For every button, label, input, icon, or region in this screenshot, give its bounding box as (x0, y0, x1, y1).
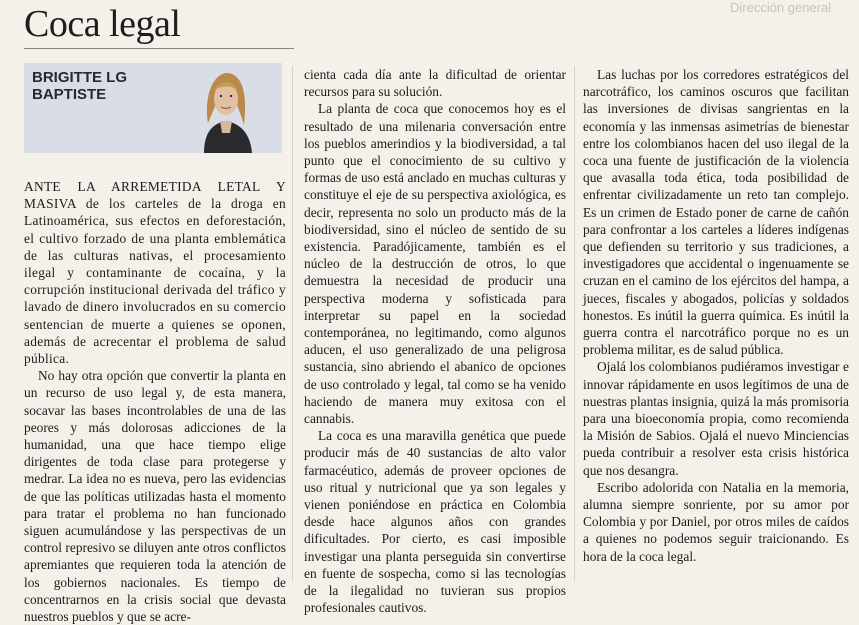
adjacent-column-fragment: Dirección general (730, 0, 832, 15)
title-rule (24, 48, 294, 49)
author-box (24, 63, 282, 153)
paragraph: Las luchas por los corredores estratégicos del narcotráfico, los caminos oscuros que facilitan las inversiones de divisas sangrientas en la economía y las inmensas asimetrías de bienestar entre los colombianos hacen del uso ilegal de la coca una fuente de justificación de la violencia que avasalla toda ética, toda posibilidad de enfrentar civilizadamente un reto tan complejo. Es un crimen de Estado poner de carne de cañón para confrontar a los carteles a líderes indígenas que defienden su territorio y sus tradiciones, a investigadores que accidental o ingenuamente se cruzan en el camino de los ejércitos del hampa, a jueces, fiscales y abogados, policías y soldados honestos. Es inútil la guerra química. Es inútil la guerra contra el narcotráfico porque no es un problema militar, es de salud pública. (583, 67, 849, 358)
paragraph: No hay otra opción que convertir la planta en un recurso de uso legal y, de esta manera, socavar las bases incontrolables de una de las peores y más dolorosas adicciones de la humanidad, una que hace tiempo elige dirigentes de toda clase para protegerse y medrar. La idea no es nueva, pero las evidencias de que las políticas utilizadas hasta el momento para tratar el problema no han funcionado siguen acumulándose y las perspectivas de un control represivo se diluyen ante otros conflictos apremiantes que requieren toda la atención de los gobiernos nacionales. Es tiempo de concentrarnos en la crisis social que devasta nuestros pueblos y que se acre- (24, 368, 286, 625)
article-column-3 (583, 66, 849, 583)
paragraph: Escribo adolorida con Natalia en la memoria, alumna siempre sonriente, por su amor por Colombia y por Daniel, por otros miles de caídos a quienes no podemos seguir traicionando. Es hora de la coca legal. (583, 479, 849, 564)
author-name: BRIGITTE LG BAPTISTE (32, 69, 127, 103)
paragraph: Ojalá los colombianos pudiéramos investigar e innovar rápidamente en usos legítimos de una de nuestras plantas insignia, quizá la más promisoria para una bioeconomía propia, como recomienda la Misión de Sabios. Ojalá el nuevo Minciencias pueda contribuir a resolver esta crisis histórica que nos desangra. (583, 359, 849, 478)
article-title: Coca legal (24, 3, 181, 45)
article-column-2 (304, 66, 566, 616)
column-divider (574, 66, 575, 581)
paragraph: ANTE LA ARREMETIDA LETAL Y MASIVA de los carteles de la droga en Latinoamérica, sus efectos en deforestación, el cultivo forzado de una planta emblemática de las culturas nativas, el procesamiento ilegal y contaminante de cocaína, y la corrupción institucional derivada del tráfico y lavado de dinero involucrados en su comercio sentencian de muerte a quienes se oponen, además de acrecentar el problema de salud pública. (24, 179, 286, 367)
paragraph: cienta cada día ante la dificultad de orientar recursos para su solución. (304, 67, 566, 100)
paragraph: La planta de coca que conocemos hoy es el resultado de una milenaria conversación entre los pueblos amerindios y la biodiversidad, a tal punto que el conocimiento de su cultivo y formas de uso está anclado en muchas culturas y constituye el eje de su perspectiva axiológica, es decir, representa no solo un producto más de la biodiversidad, sino el núcleo de sentido de su existencia. Paradójicamente, también es el núcleo de la destrucción de otros, lo que demuestra la necesidad de producir una perspectiva moderna y sofisticada para interpretar su papel en la sociedad contemporánea, no legitimando, como algunos aducen, el uso generalizado de una peligrosa sustancia, sino abriendo el abanico de opciones de uso controlado y legal, tal como se ha venido haciendo de manera muy exitosa con el cannabis. (304, 101, 566, 427)
article-column-1 (24, 178, 286, 625)
paragraph: La coca es una maravilla genética que puede producir más de 40 sustancias de alto valor farmacéutico, además de proveer opciones de uso ritual y nutricional que ya son legales y vienen poniéndose en práctica en Colombia desde hace algunos años con grandes dificultades. Por cierto, es casi imposible investigar una planta perseguida sin convertirse en fuente de sospecha, como si las tecnologías de la ilegalidad no tuvieran sus propios profesionales cautivos. (304, 428, 566, 616)
column-divider (292, 66, 293, 581)
author-portrait (174, 63, 274, 153)
